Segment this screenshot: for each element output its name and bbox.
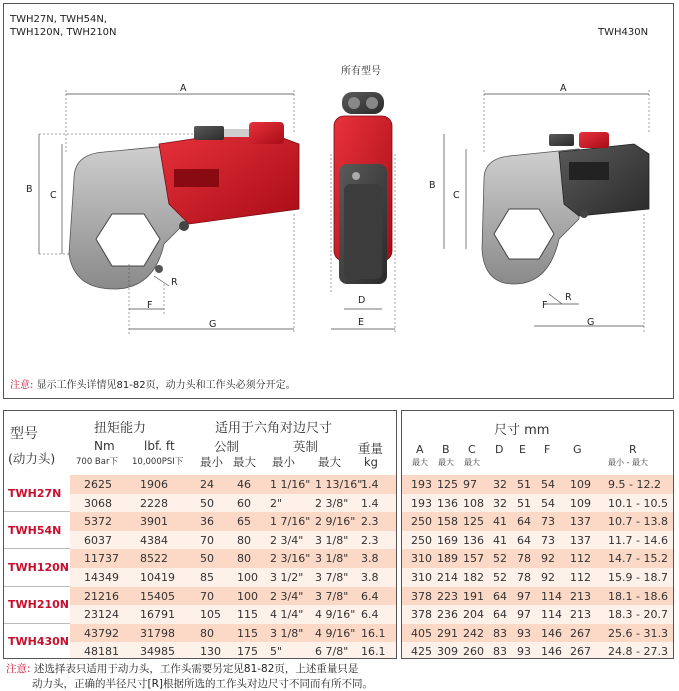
bottom-note-label: 注意:	[6, 663, 31, 675]
cell-f: 73	[541, 533, 555, 547]
cell-a: 378	[411, 608, 432, 622]
model-cell: TWH210N	[4, 587, 70, 624]
torque-table-header	[4, 411, 396, 475]
cell-c: 136	[463, 533, 484, 547]
col-a-max: 最大	[412, 458, 428, 467]
cell-a: 405	[411, 626, 432, 640]
cell-f: 73	[541, 515, 555, 529]
col-lbf-sub: 10,000PSI下	[132, 457, 184, 467]
cell-mmax: 175	[237, 645, 258, 659]
cell-f: 54	[541, 478, 555, 491]
col-e-header: E	[519, 443, 526, 456]
cell-c: 260	[463, 645, 484, 659]
cell-nm: 5372	[84, 515, 112, 529]
cell-r: 25.6 - 31.3	[608, 626, 668, 640]
cell-mmin: 24	[200, 478, 214, 491]
col-b-header: B	[442, 443, 450, 456]
cell-c: 242	[463, 626, 484, 640]
cell-f: 146	[541, 626, 562, 640]
cell-imax: 3 1/8"	[315, 552, 349, 566]
cell-a: 378	[411, 589, 432, 603]
cell-lbf: 4384	[140, 533, 168, 547]
cell-kg: 2.3	[361, 515, 379, 529]
cell-g: 267	[570, 645, 591, 659]
cell-f: 92	[541, 552, 555, 566]
dim-r-right: R	[565, 292, 572, 303]
cell-c: 108	[463, 496, 484, 510]
dim-c-left: C	[50, 190, 57, 201]
col-a-header: A	[416, 443, 424, 456]
cell-kg: 2.3	[361, 533, 379, 547]
cell-f: 146	[541, 645, 562, 659]
cell-g: 109	[570, 496, 591, 510]
col-metric-header: 公制	[214, 439, 240, 454]
cell-e: 93	[517, 645, 531, 659]
cell-kg: 3.8	[361, 552, 379, 566]
cell-mmax: 80	[237, 533, 251, 547]
dim-b-left: B	[26, 184, 33, 195]
cell-imin: 2 3/4"	[270, 589, 304, 603]
cell-lbf: 8522	[140, 552, 168, 566]
cell-mmax: 60	[237, 496, 251, 510]
cell-b: 169	[437, 533, 458, 547]
table-row	[402, 512, 673, 531]
col-imperial-header: 英制	[293, 439, 319, 454]
cell-a: 250	[411, 515, 432, 529]
dim-r-left: R	[171, 277, 178, 288]
col-lbf-header: lbf. ft	[144, 439, 175, 453]
cell-mmin: 50	[200, 496, 214, 510]
cell-kg: 1.4	[361, 478, 379, 491]
cell-f: 92	[541, 571, 555, 584]
model-cell: TWH430N	[4, 624, 70, 659]
tool-drawings	[4, 4, 673, 364]
col-nm-sub: 700 Bar下	[76, 457, 118, 467]
cell-g: 112	[570, 552, 591, 566]
cell-e: 51	[517, 478, 531, 491]
cell-nm: 3068	[84, 496, 112, 510]
table-row	[402, 587, 673, 606]
col-imperial-min: 最小	[272, 455, 295, 469]
col-r-sub: 最小 - 最大	[608, 458, 648, 467]
cell-d: 32	[493, 496, 507, 510]
cell-mmax: 46	[237, 478, 251, 491]
cell-d: 32	[493, 478, 507, 491]
cell-r: 10.1 - 10.5	[608, 496, 668, 510]
cell-imin: 1 7/16"	[270, 515, 311, 529]
dim-g-right: G	[587, 317, 595, 328]
bottom-note-line1	[6, 661, 358, 676]
cell-imin: 2"	[270, 496, 283, 510]
cell-lbf: 34985	[140, 645, 175, 659]
cell-c: 182	[463, 571, 484, 584]
cell-r: 18.1 - 18.6	[608, 589, 668, 603]
cell-lbf: 16791	[140, 608, 175, 622]
cell-d: 83	[493, 626, 507, 640]
torque-table	[3, 410, 397, 659]
cell-mmin: 50	[200, 552, 214, 566]
cell-c: 204	[463, 608, 484, 622]
table-row	[402, 568, 673, 587]
dim-a-right: A	[560, 83, 567, 94]
cell-mmin: 70	[200, 533, 214, 547]
table-row	[402, 549, 673, 568]
col-weight-header: 重量	[358, 441, 384, 456]
cell-lbf: 31798	[140, 626, 175, 640]
cell-nm: 23124	[84, 608, 119, 622]
cell-a: 250	[411, 533, 432, 547]
dim-b-right: B	[429, 180, 436, 191]
cell-lbf: 10419	[140, 571, 175, 584]
cell-e: 51	[517, 496, 531, 510]
cell-nm: 48181	[84, 645, 119, 659]
col-g-header: G	[573, 443, 582, 456]
cell-lbf: 1906	[140, 478, 168, 491]
dimension-table	[401, 410, 674, 659]
cell-nm: 11737	[84, 552, 119, 566]
drawing-note	[10, 376, 296, 391]
cell-a: 310	[411, 552, 432, 566]
cell-d: 64	[493, 589, 507, 603]
cell-d: 52	[493, 552, 507, 566]
cell-mmax: 100	[237, 589, 258, 603]
cell-nm: 2625	[84, 478, 112, 491]
dim-a-left: A	[180, 83, 187, 94]
cell-nm: 21216	[84, 589, 119, 603]
model-cell: TWH120N	[4, 549, 70, 586]
col-metric-min: 最小	[200, 455, 223, 469]
cell-r: 18.3 - 20.7	[608, 608, 668, 622]
model-cell: TWH27N	[4, 475, 70, 512]
drawing-note-text: 显示工作头详情见81-82页，动力头和工作头必须分开定。	[36, 380, 296, 391]
col-nm-header: Nm	[94, 439, 115, 453]
cell-f: 114	[541, 608, 562, 622]
col-torque-header: 扭矩能力	[94, 421, 147, 436]
cell-mmax: 100	[237, 571, 258, 584]
col-c-header: C	[468, 443, 476, 456]
table-row	[402, 494, 673, 513]
cell-mmax: 80	[237, 552, 251, 566]
cell-e: 64	[517, 533, 531, 547]
bottom-note-text2: 动力头，正确的半径尺寸[R]根据所选的工作头对边尺寸不同而有所不同。	[32, 678, 373, 690]
col-model-sub: (动力头)	[8, 451, 56, 466]
cell-mmin: 105	[200, 608, 221, 622]
cell-g: 213	[570, 608, 591, 622]
cell-e: 78	[517, 571, 531, 584]
cell-lbf: 15405	[140, 589, 175, 603]
cell-imax: 3 1/8"	[315, 533, 349, 547]
col-f-header: F	[544, 443, 551, 456]
cell-kg: 6.4	[361, 589, 379, 603]
dim-e-mid: E	[358, 317, 365, 328]
cell-g: 137	[570, 533, 591, 547]
cell-g: 137	[570, 515, 591, 529]
cell-mmin: 70	[200, 589, 214, 603]
cell-imax: 6 7/8"	[315, 645, 349, 659]
cell-imax: 2 9/16"	[315, 515, 356, 529]
cell-imax: 3 7/8"	[315, 589, 349, 603]
cell-b: 309	[437, 645, 458, 659]
cell-imax: 2 3/8"	[315, 496, 349, 510]
table-row	[402, 475, 673, 494]
cell-imax: 4 9/16"	[315, 626, 356, 640]
cell-b: 136	[437, 496, 458, 510]
cell-nm: 14349	[84, 571, 119, 584]
left-tool-drawing	[39, 90, 299, 334]
cell-g: 213	[570, 589, 591, 603]
col-b-max: 最大	[438, 458, 454, 467]
cell-kg: 3.8	[361, 571, 379, 584]
col-hex-header: 适用于六角对边尺寸	[215, 421, 333, 436]
cell-nm: 6037	[84, 533, 112, 547]
cell-imin: 3 1/8"	[270, 626, 304, 640]
cell-imin: 2 3/4"	[270, 533, 304, 547]
col-model-header: 型号	[10, 426, 38, 442]
cell-imax: 1 13/16"	[315, 478, 363, 491]
cell-c: 125	[463, 515, 484, 529]
dim-f-left: F	[147, 300, 153, 311]
cell-d: 64	[493, 608, 507, 622]
cell-e: 97	[517, 608, 531, 622]
cell-kg: 1.4	[361, 496, 379, 510]
cell-r: 10.7 - 13.8	[608, 515, 668, 529]
cell-d: 83	[493, 645, 507, 659]
col-dims-header: 尺寸 mm	[494, 423, 550, 438]
col-c-max: 最大	[464, 458, 480, 467]
cell-e: 78	[517, 552, 531, 566]
cell-kg: 16.1	[361, 626, 386, 640]
cell-g: 109	[570, 478, 591, 491]
cell-g: 267	[570, 626, 591, 640]
cell-r: 11.7 - 14.6	[608, 533, 668, 547]
cell-mmin: 80	[200, 626, 214, 640]
col-r-header: R	[629, 443, 637, 456]
col-metric-max: 最大	[233, 455, 256, 469]
right-tool-drawing	[444, 90, 649, 332]
cell-r: 14.7 - 15.2	[608, 552, 668, 566]
cell-imin: 3 1/2"	[270, 571, 304, 584]
models-left-line2: TWH120N, TWH210N	[10, 27, 117, 38]
col-kg-header: kg	[364, 455, 378, 469]
cell-mmin: 36	[200, 515, 214, 529]
cell-mmax: 115	[237, 626, 258, 640]
bottom-note-text1: 述选择表只适用于动力头，工作头需要另定见81-82页，上述重量只是	[33, 663, 359, 675]
table-row	[402, 642, 673, 659]
cell-imin: 2 3/16"	[270, 552, 311, 566]
torque-table-body	[4, 475, 396, 658]
cell-b: 214	[437, 571, 458, 584]
all-models-label: 所有型号	[341, 66, 381, 77]
cell-mmin: 85	[200, 571, 214, 584]
cell-imax: 4 9/16"	[315, 608, 356, 622]
model-right-label: TWH430N	[598, 27, 649, 38]
cell-c: 191	[463, 589, 484, 603]
drawing-note-label: 注意:	[10, 380, 34, 391]
table-row	[402, 624, 673, 643]
cell-d: 52	[493, 571, 507, 584]
dimension-table-body	[402, 475, 673, 658]
cell-b: 223	[437, 589, 458, 603]
cell-g: 112	[570, 571, 591, 584]
cell-e: 64	[517, 515, 531, 529]
cell-b: 125	[437, 478, 458, 491]
cell-r: 9.5 - 12.2	[608, 478, 661, 491]
drawing-panel	[3, 3, 674, 399]
cell-e: 97	[517, 589, 531, 603]
cell-nm: 43792	[84, 626, 119, 640]
col-imperial-max: 最大	[318, 455, 341, 469]
cell-a: 310	[411, 571, 432, 584]
dimension-table-header	[402, 411, 673, 475]
cell-lbf: 3901	[140, 515, 168, 529]
cell-mmin: 130	[200, 645, 221, 659]
cell-f: 54	[541, 496, 555, 510]
cell-c: 157	[463, 552, 484, 566]
cell-d: 41	[493, 533, 507, 547]
dim-g-left: G	[209, 319, 217, 330]
dim-d-mid: D	[358, 295, 366, 306]
cell-d: 41	[493, 515, 507, 529]
model-cell: TWH54N	[4, 512, 70, 549]
col-d-header: D	[495, 443, 504, 456]
cell-r: 24.8 - 27.3	[608, 645, 668, 659]
cell-imax: 3 7/8"	[315, 571, 349, 584]
cell-a: 193	[411, 496, 432, 510]
cell-b: 158	[437, 515, 458, 529]
cell-imin: 1 1/16"	[270, 478, 311, 491]
models-left-line1: TWH27N, TWH54N,	[10, 14, 107, 25]
cell-b: 189	[437, 552, 458, 566]
cell-mmax: 115	[237, 608, 258, 622]
cell-mmax: 65	[237, 515, 251, 529]
cell-b: 236	[437, 608, 458, 622]
cell-e: 93	[517, 626, 531, 640]
cell-f: 114	[541, 589, 562, 603]
cell-r: 15.9 - 18.7	[608, 571, 668, 584]
cell-a: 425	[411, 645, 432, 659]
cell-kg: 6.4	[361, 608, 379, 622]
cell-kg: 16.1	[361, 645, 386, 659]
cell-a: 193	[411, 478, 432, 491]
cell-c: 97	[463, 478, 477, 491]
cell-b: 291	[437, 626, 458, 640]
dim-c-right: C	[453, 190, 460, 201]
cell-imin: 5"	[270, 645, 283, 659]
table-row	[402, 605, 673, 624]
table-row	[402, 531, 673, 550]
dim-f-right: F	[542, 300, 548, 311]
cell-lbf: 2228	[140, 496, 168, 510]
cell-imin: 4 1/4"	[270, 608, 304, 622]
